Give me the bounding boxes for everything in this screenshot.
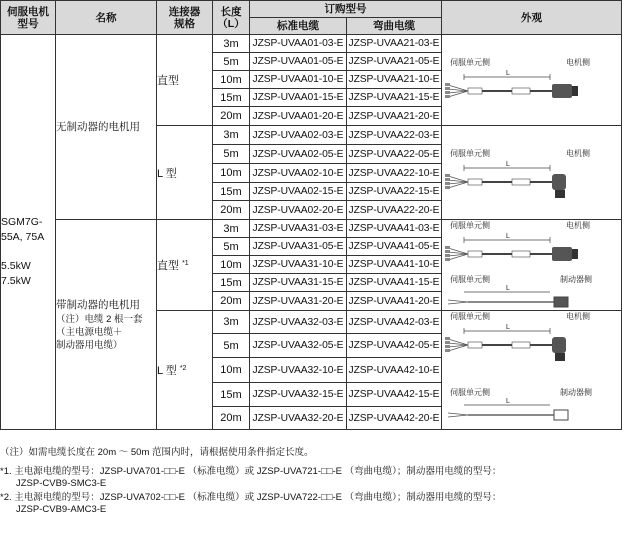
motor-side-label: 电机侧 <box>566 312 590 321</box>
terminal-icon <box>445 258 450 261</box>
footnote-2-line-1: *2. 主电源电缆的型号：JZSP-UVA702-□□-E （标准电缆）或 JZSP-UVA722-□□-E （弯曲电缆）；制动器用电缆的型号： <box>0 492 502 503</box>
length-cell: 20m <box>213 292 250 311</box>
appearance-cell <box>442 35 622 126</box>
footnote-1-line-1: *1. 主电源电缆的型号：JZSP-UVA701-□□-E （标准电缆）或 JZSP-UVA721-□□-E （弯曲电缆）；制动器用电缆的型号： <box>0 466 502 477</box>
length-cell: 10m <box>213 164 250 183</box>
bent-cable-part-number: JZSP-UVAA42-20-E <box>347 407 442 430</box>
length-cell: 5m <box>213 53 250 71</box>
footnote-mark: *1 <box>182 260 189 267</box>
bent-cable-part-number: JZSP-UVAA42-15-E <box>347 383 442 407</box>
main-cable-diagram <box>445 148 590 198</box>
bent-cable-part-number: JZSP-UVAA41-20-E <box>347 292 442 311</box>
connector-type-cell <box>157 35 213 126</box>
straight-connector-icon <box>552 247 572 261</box>
servo-side-label: 伺服单元侧 <box>450 312 490 321</box>
bent-cable-part-number: JZSP-UVAA42-03-E <box>347 311 442 334</box>
bent-cable-part-number: JZSP-UVAA21-15-E <box>347 89 442 107</box>
header-standard-cable: 标准电缆 <box>250 18 347 35</box>
terminal-icon <box>445 182 450 185</box>
connector-type: 直型 <box>157 260 183 272</box>
bent-cable-part-number: JZSP-UVAA22-05-E <box>347 145 442 164</box>
length-cell: 3m <box>213 126 250 145</box>
standard-cable-part-number: JZSP-UVAA32-03-E <box>250 311 347 334</box>
length-marker-label: L <box>506 233 510 240</box>
product-name-cell <box>56 35 157 220</box>
l-connector-icon <box>552 174 566 190</box>
main-cable-diagram <box>445 220 590 261</box>
connector-type-cell <box>157 126 213 220</box>
table-row <box>1 220 622 238</box>
servo-side-label: 伺服单元侧 <box>450 388 490 397</box>
terminal-icon <box>445 174 450 177</box>
brake-connector-icon <box>554 410 568 420</box>
bent-cable-part-number: JZSP-UVAA22-15-E <box>347 183 442 201</box>
standard-cable-part-number: JZSP-UVAA31-05-E <box>250 238 347 256</box>
header-length: 长度 （L） <box>213 1 250 35</box>
product-name: 带制动器的电机用 <box>56 298 140 311</box>
main-cable-diagram <box>445 57 590 98</box>
bent-cable-part-number: JZSP-UVAA42-05-E <box>347 334 442 358</box>
appearance-cell <box>442 220 622 311</box>
standard-cable-part-number: JZSP-UVAA32-20-E <box>250 407 347 430</box>
servo-side-label: 伺服单元侧 <box>450 275 490 284</box>
servo-side-label: 伺服单元侧 <box>450 149 490 158</box>
length-cell: 10m <box>213 358 250 383</box>
bent-cable-part-number: JZSP-UVAA22-10-E <box>347 164 442 183</box>
length-cell: 5m <box>213 334 250 358</box>
header-bent-cable: 弯曲电缆 <box>347 18 442 35</box>
connector-type-cell <box>157 220 213 311</box>
standard-cable-part-number: JZSP-UVAA31-10-E <box>250 256 347 274</box>
standard-cable-part-number: JZSP-UVAA32-10-E <box>250 358 347 383</box>
bent-cable-part-number: JZSP-UVAA21-10-E <box>347 71 442 89</box>
terminal-icon <box>445 349 450 352</box>
l-connector-icon <box>552 337 566 353</box>
terminal-icon <box>445 341 450 344</box>
header-motor-model: 伺服电机 型号 <box>1 1 56 35</box>
terminal-icon <box>445 254 450 257</box>
connector-type: L 型 <box>157 167 177 180</box>
terminal-icon <box>445 83 450 86</box>
standard-cable-part-number: JZSP-UVAA02-20-E <box>250 201 347 220</box>
appearance-cell <box>442 311 622 430</box>
length-cell: 5m <box>213 145 250 164</box>
terminal-icon <box>445 178 450 181</box>
cable-appearance-diagram <box>442 35 618 126</box>
header-connector: 连接器 规格 <box>157 1 213 35</box>
terminal-icon <box>445 186 450 189</box>
servo-side-label: 伺服单元侧 <box>450 58 490 67</box>
product-name-cell <box>56 220 157 430</box>
connector-type: 直型 <box>157 75 179 87</box>
cable-appearance-diagram <box>442 220 618 311</box>
bent-cable-part-number: JZSP-UVAA21-03-E <box>347 35 442 53</box>
product-name: 无制动器的电机用 <box>56 120 140 133</box>
header-name: 名称 <box>56 1 157 35</box>
length-cell: 10m <box>213 71 250 89</box>
brake-side-label: 制动器侧 <box>560 275 592 284</box>
standard-cable-part-number: JZSP-UVAA32-15-E <box>250 383 347 407</box>
bent-cable-part-number: JZSP-UVAA21-20-E <box>347 107 442 126</box>
bent-cable-part-number: JZSP-UVAA42-10-E <box>347 358 442 383</box>
length-cell: 20m <box>213 407 250 430</box>
straight-connector-icon <box>552 84 572 98</box>
length-marker-label: L <box>506 285 510 292</box>
terminal-icon <box>445 250 450 253</box>
brake-side-label: 制动器侧 <box>560 388 592 397</box>
cable-appearance-diagram <box>442 311 618 430</box>
header-appearance: 外观 <box>442 1 622 35</box>
length-marker-label: L <box>506 324 510 331</box>
brake-cable-diagram <box>448 387 592 420</box>
bent-cable-part-number: JZSP-UVAA41-10-E <box>347 256 442 274</box>
connector-type-cell <box>157 311 213 430</box>
bent-cable-part-number: JZSP-UVAA41-15-E <box>347 274 442 292</box>
standard-cable-part-number: JZSP-UVAA32-05-E <box>250 334 347 358</box>
length-marker-label: L <box>506 398 510 405</box>
brake-connector-icon <box>554 297 568 307</box>
standard-cable-part-number: JZSP-UVAA31-03-E <box>250 220 347 238</box>
standard-cable-part-number: JZSP-UVAA01-15-E <box>250 89 347 107</box>
terminal-icon <box>445 337 450 340</box>
motor-model-cell <box>1 35 56 430</box>
bent-cable-part-number: JZSP-UVAA22-03-E <box>347 126 442 145</box>
footnote-1-line-2: JZSP-CVB9-SMC3-E <box>16 478 107 489</box>
length-cell: 15m <box>213 383 250 407</box>
length-cell: 15m <box>213 89 250 107</box>
bent-cable-part-number: JZSP-UVAA41-03-E <box>347 220 442 238</box>
product-name-note: （注）电缆 2 根一套 （主电源电缆＋ 制动器用电缆） <box>56 313 143 351</box>
appearance-cell <box>442 126 622 220</box>
terminal-icon <box>445 345 450 348</box>
bent-cable-part-number: JZSP-UVAA21-05-E <box>347 53 442 71</box>
cable-appearance-diagram <box>442 126 618 220</box>
header-order-number: 订购型号 <box>250 1 442 18</box>
note-length: （注）如需电缆长度在 20m ～ 50m 范围内时，请根据使用条件指定长度。 <box>0 447 314 458</box>
standard-cable-part-number: JZSP-UVAA01-20-E <box>250 107 347 126</box>
footnote-mark: *2 <box>179 365 187 372</box>
length-cell: 15m <box>213 183 250 201</box>
length-cell: 10m <box>213 256 250 274</box>
connector-type: L 型 <box>157 365 180 377</box>
length-cell: 3m <box>213 311 250 334</box>
length-marker-label: L <box>506 161 510 168</box>
standard-cable-part-number: JZSP-UVAA01-05-E <box>250 53 347 71</box>
standard-cable-part-number: JZSP-UVAA01-10-E <box>250 71 347 89</box>
length-cell: 5m <box>213 238 250 256</box>
standard-cable-part-number: JZSP-UVAA02-15-E <box>250 183 347 201</box>
length-marker-label: L <box>506 70 510 77</box>
motor-side-label: 电机侧 <box>566 221 590 230</box>
motor-side-label: 电机侧 <box>566 58 590 67</box>
standard-cable-part-number: JZSP-UVAA02-03-E <box>250 126 347 145</box>
length-cell: 15m <box>213 274 250 292</box>
terminal-icon <box>445 91 450 94</box>
brake-cable-diagram <box>448 274 592 307</box>
table-row <box>1 35 622 53</box>
bent-cable-part-number: JZSP-UVAA41-05-E <box>347 238 442 256</box>
motor-power-1: 5.5kW <box>1 260 31 272</box>
motor-model-name: SGM7G- 55A, 75A <box>1 216 45 243</box>
standard-cable-part-number: JZSP-UVAA02-05-E <box>250 145 347 164</box>
length-cell: 3m <box>213 220 250 238</box>
main-cable-diagram <box>445 311 590 361</box>
motor-power-2: 7.5kW <box>1 275 31 287</box>
terminal-icon <box>445 95 450 98</box>
footnote-2-line-2: JZSP-CVB9-AMC3-E <box>16 504 107 515</box>
standard-cable-part-number: JZSP-UVAA02-10-E <box>250 164 347 183</box>
length-cell: 20m <box>213 107 250 126</box>
terminal-icon <box>445 246 450 249</box>
servo-side-label: 伺服单元侧 <box>450 221 490 230</box>
terminal-icon <box>445 87 450 90</box>
bent-cable-part-number: JZSP-UVAA22-20-E <box>347 201 442 220</box>
motor-side-label: 电机侧 <box>566 149 590 158</box>
standard-cable-part-number: JZSP-UVAA31-20-E <box>250 292 347 311</box>
standard-cable-part-number: JZSP-UVAA31-15-E <box>250 274 347 292</box>
length-cell: 3m <box>213 35 250 53</box>
standard-cable-part-number: JZSP-UVAA01-03-E <box>250 35 347 53</box>
length-cell: 20m <box>213 201 250 220</box>
